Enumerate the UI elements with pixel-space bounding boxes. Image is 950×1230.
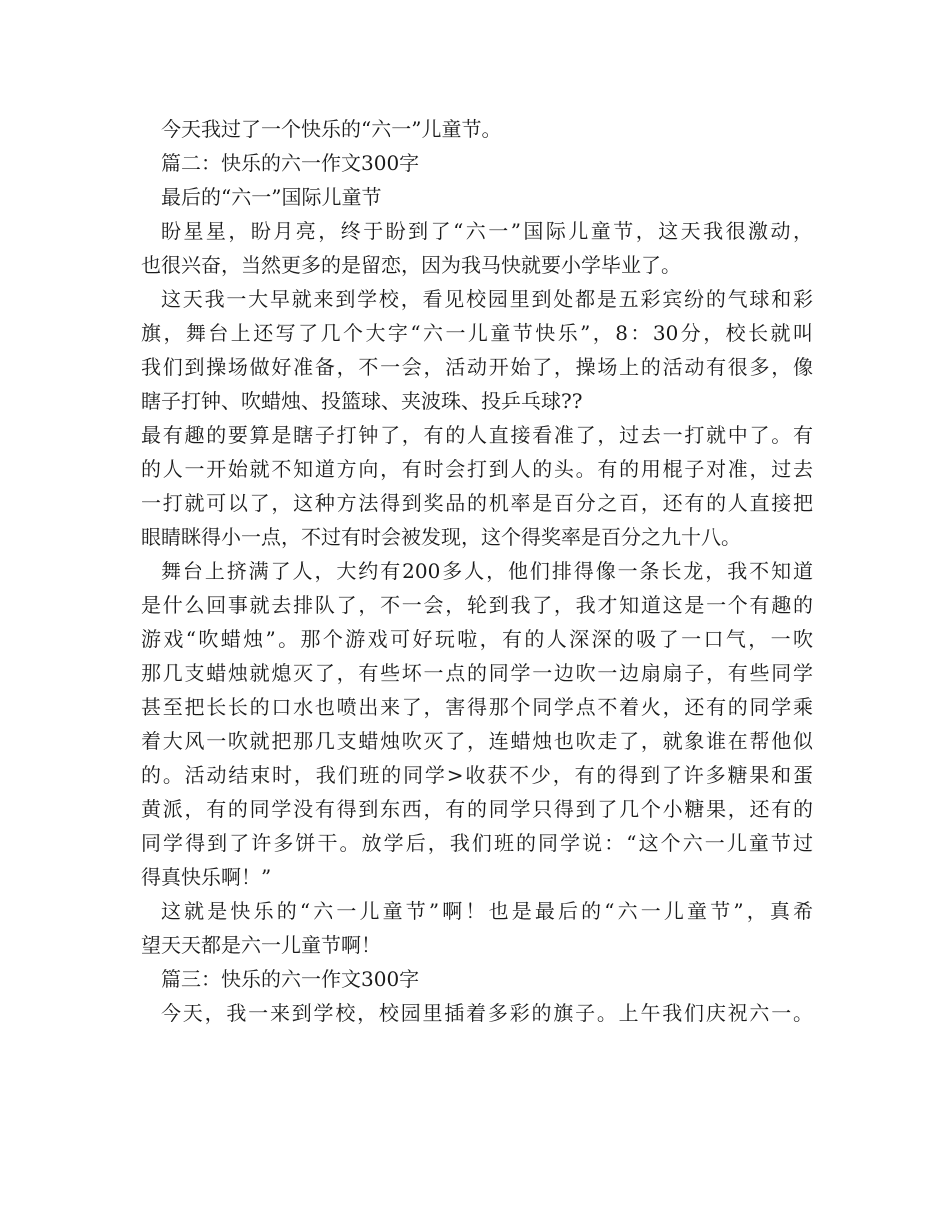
essay-title-2: 最后的“六一”国际儿童节 — [161, 185, 382, 209]
paragraph-line-24: 这就是快乐的“六一儿童节”啊！也是最后的“六一儿童节”，真希 — [161, 899, 813, 923]
paragraph-line-13: 眼睛眯得小一点，不过有时会被发现，这个得奖率是百分之九十八。 — [141, 525, 741, 549]
paragraph-line-10: 最有趣的要算是瞎子打钟了，有的人直接看准了，过去一打就中了。有 — [141, 423, 813, 447]
paragraph-line-4: 盼星星，盼月亮，终于盼到了“六一”国际儿童节，这天我很激动， — [161, 219, 813, 243]
paragraph-line-19: 着大风一吹就把那几支蜡烛吹灭了，连蜡烛也吹走了，就象谁在帮他似 — [141, 729, 813, 753]
paragraph-line-17: 那几支蜡烛就熄灭了，有些坏一点的同学一边吹一边扇扇子，有些同学 — [141, 661, 813, 685]
paragraph-line-23: 得真快乐啊！” — [141, 865, 272, 889]
paragraph-line-6: 这天我一大早就来到学校，看见校园里到处都是五彩宾纷的气球和彩 — [161, 287, 813, 311]
document-page — [141, 112, 813, 1030]
paragraph-line-27: 今天，我一来到学校，校园里插着多彩的旗子。上午我们庆祝六一。 — [161, 1001, 813, 1025]
paragraph-line-7: 旗，舞台上还写了几个大字“六一儿童节快乐”，8：30分，校长就叫 — [141, 321, 813, 345]
paragraph-line-18: 甚至把长长的口水也喷出来了，害得那个同学点不着火，还有的同学乘 — [141, 695, 813, 719]
paragraph-line-12: 一打就可以了，这种方法得到奖品的机率是百分之百，还有的人直接把 — [141, 491, 813, 515]
paragraph-line-22: 同学得到了许多饼干。放学后，我们班的同学说：“这个六一儿童节过 — [141, 831, 813, 855]
paragraph-line-8: 我们到操场做好准备，不一会，活动开始了，操场上的活动有很多，像 — [141, 355, 813, 379]
paragraph-line-11: 的人一开始就不知道方向，有时会打到人的头。有的用棍子对准，过去 — [141, 457, 813, 481]
paragraph-line-5: 也很兴奋，当然更多的是留恋，因为我马快就要小学毕业了。 — [141, 253, 681, 277]
section-heading-3: 篇三：快乐的六一作文300字 — [161, 967, 420, 991]
paragraph-line-25: 望天天都是六一儿童节啊！ — [141, 933, 381, 957]
paragraph-line-16: 游戏“吹蜡烛”。那个游戏可好玩啦，有的人深深的吸了一口气，一吹 — [141, 627, 813, 651]
paragraph-line-9: 瞎子打钟、吹蜡烛、投篮球、夹波珠、投乒乓球?? — [141, 389, 583, 413]
paragraph-line-21: 黄派，有的同学没有得到东西，有的同学只得到了几个小糖果，还有的 — [141, 797, 813, 821]
paragraph-line-14: 舞台上挤满了人，大约有200多人，他们排得像一条长龙，我不知道 — [161, 559, 813, 583]
section-heading-2: 篇二：快乐的六一作文300字 — [161, 151, 420, 175]
paragraph-line-20: 的。活动结束时，我们班的同学>收获不少，有的得到了许多糖果和蛋 — [141, 763, 813, 787]
paragraph-line-15: 是什么回事就去排队了，不一会，轮到我了，我才知道这是一个有趣的 — [141, 593, 813, 617]
paragraph-line-1: 今天我过了一个快乐的“六一”儿童节。 — [161, 117, 502, 141]
